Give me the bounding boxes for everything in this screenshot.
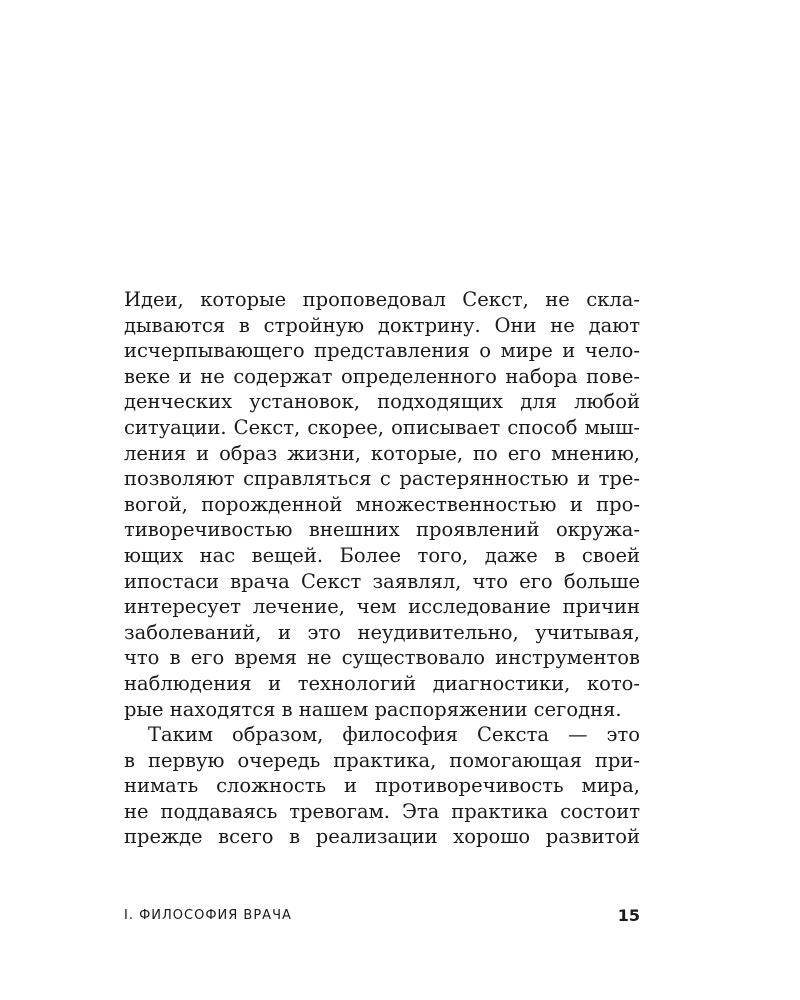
text-line: позволяют справляться с растерянностью и тре- [124,467,640,491]
text-line: нимать сложность и противоречивость мира, [124,774,640,798]
text-line: ления и образ жизни, которые, по его мнению, [124,441,640,465]
body-text [124,287,640,850]
text-line: ситуации. Секст, скорее, описывает способ мыш- [124,415,640,439]
text-line: не поддаваясь тревогам. Эта практика состоит [124,799,640,823]
text-line: прежде всего в реализации хорошо развитой [124,825,640,849]
text-line: Идеи, которые проповедовал Секст, не скла- [124,288,640,311]
text-line: веке и не содержат определенного набора пове- [124,364,640,388]
text-line: наблюдения и технологий диагностики, кото- [124,671,640,695]
paragraph-1 [124,287,640,722]
page-footer [124,906,640,930]
text-line: рые находятся в нашем распоряжении сегодня. [124,697,622,721]
text-line: Таким образом, философия Секста — это [148,723,640,747]
text-line: заболеваний, и это неудивительно, учитывая, [124,620,640,644]
text-line: денческих установок, подходящих для любой [124,390,640,414]
text-line: что в его время не существовало инструментов [124,646,640,670]
text-line: тиворечивостью внешних проявлений окружа- [124,518,640,542]
text-line: вогой, порожденной множественностью и про- [124,492,640,516]
page-number: 15 [617,906,640,925]
paragraph-2 [124,722,640,850]
running-head: I. ФИЛОСОФИЯ ВРАЧА [124,908,292,923]
text-line: исчерпывающего представления о мире и чело- [124,339,640,363]
text-line: дываются в стройную доктрину. Они не дают [124,313,640,337]
text-line: ипостаси врача Секст заявлял, что его больше [124,569,640,593]
text-line: в первую очередь практика, помогающая при- [124,748,640,772]
text-line: интересует лечение, чем исследование причин [124,595,640,619]
text-line: ющих нас вещей. Более того, даже в своей [124,543,640,567]
